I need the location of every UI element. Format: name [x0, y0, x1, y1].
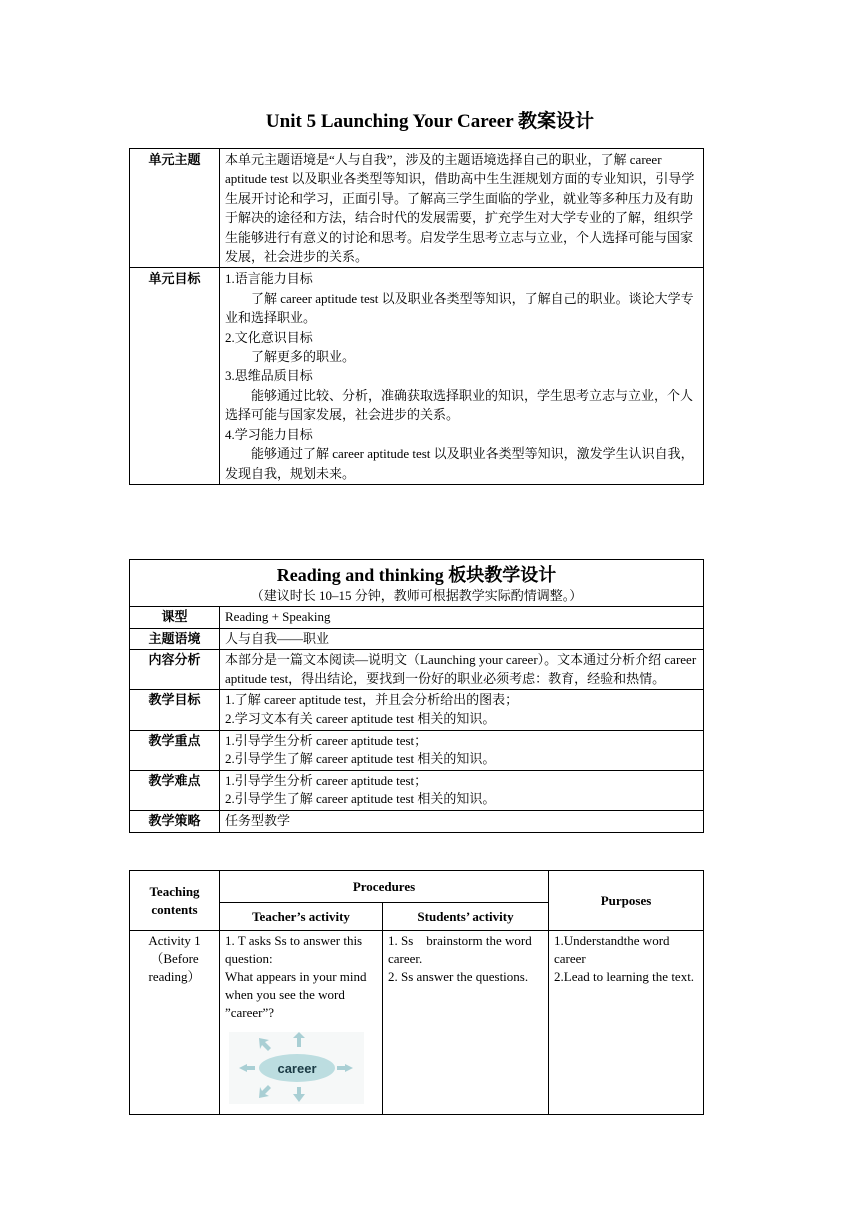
unit-goals-cell	[220, 268, 704, 484]
unit-theme-row	[130, 149, 704, 268]
goal-body: 能够通过比较、分析，准确获取选择职业的知识，学生思考立志与立业，个人选择可能与国家发展，社会进步的关系。	[225, 387, 694, 423]
row-value: Reading + Speaking	[220, 607, 704, 629]
unit-theme-label: 单元主题	[130, 149, 220, 268]
unit-overview-table	[129, 148, 704, 485]
activity-name: Activity 1	[148, 933, 201, 948]
procedures-table	[129, 870, 704, 1115]
header-procedures: Procedures	[220, 871, 549, 903]
reading-table-subtitle: （建议时长 10–15 分钟，教师可根据教学实际酌情调整。）	[250, 588, 583, 603]
row-value: 任务型教学	[220, 810, 704, 832]
goal-heading: 3.思维品质目标	[225, 368, 313, 384]
goal-body: 能够通过了解 career aptitude test 以及职业各类型等知识，激发学生认识自我，发现自我，规划未来。	[225, 446, 694, 481]
table-row	[130, 770, 704, 810]
row-value: 人与自我——职业	[220, 628, 704, 650]
table-row	[130, 628, 704, 650]
header-teacher-activity: Teacher’s activity	[220, 903, 383, 931]
row-value: 本部分是一篇文本阅读—说明文（Launching your career）。文本通过分析介绍 career aptitude test，得出结论，要找到一份好的职业必须考虑：教育，经验和热情。	[220, 650, 704, 690]
table-row	[130, 607, 704, 629]
row-label: 教学难点	[130, 770, 220, 810]
table-row	[130, 730, 704, 770]
unit-theme-text: 本单元主题语境是“人与自我”，涉及的主题语境选择自己的职业，了解 career aptitude test 以及职业各类型等知识，借助高中生生涯规划方面的专业知识，引导学生展开讨论和学习，正面引导。了解高三学生面临的学业，就业等多种压力及有助于解决的途径和方法，结合时代的发展需要，扩充学生对大学专业的了解，组织学生能够进行有意义的讨论和思考。启发学生思考立志与立业，个人选择可能与国家发展，社会进步的关系。	[220, 149, 704, 268]
students-activity-line: 2. Ss answer the questions.	[388, 969, 529, 984]
teacher-activity-line: What appears in your mind when you see the word ”career”?	[225, 969, 367, 1020]
row-line: 2.引导学生了解 career aptitude test 相关的知识。	[225, 751, 496, 767]
table-row	[130, 931, 704, 1115]
row-value	[220, 690, 704, 730]
career-brainstorm-diagram	[229, 1032, 364, 1104]
reading-thinking-table	[129, 559, 704, 833]
teacher-activity-cell	[220, 931, 383, 1115]
table-row	[130, 690, 704, 730]
career-bubble-label: career	[277, 1061, 317, 1076]
goal-heading: 4.学习能力目标	[225, 426, 313, 442]
students-activity-cell	[383, 931, 549, 1115]
unit-goals-row	[130, 268, 704, 484]
table-row	[130, 650, 704, 690]
row-label: 内容分析	[130, 650, 220, 690]
goal-heading: 2.文化意识目标	[225, 329, 313, 345]
row-label: 教学重点	[130, 730, 220, 770]
goal-body: 了解更多的职业。	[251, 349, 356, 365]
header-row	[130, 871, 704, 903]
row-label: 课型	[130, 607, 220, 629]
document-title: Unit 5 Launching Your Career 教案设计	[265, 111, 595, 132]
table-row	[130, 810, 704, 832]
purpose-line: 1.Understandthe word career	[554, 933, 670, 966]
row-label: 教学目标	[130, 690, 220, 730]
row-line: 1.引导学生分析 career aptitude test；	[225, 732, 428, 748]
row-line: 1.了解 career aptitude test，并且会分析给出的图表；	[225, 692, 519, 708]
reading-title-cell	[130, 560, 704, 607]
purposes-cell	[549, 931, 704, 1115]
row-label: 教学策略	[130, 810, 220, 832]
activity-phase: （Before reading）	[148, 951, 201, 984]
reading-title-row	[130, 560, 704, 607]
purpose-line: 2.Lead to learning the text.	[554, 969, 695, 984]
row-line: 2.引导学生了解 career aptitude test 相关的知识。	[225, 791, 496, 807]
header-teaching-contents: Teaching contents	[130, 871, 220, 931]
header-purposes: Purposes	[549, 871, 704, 931]
students-activity-line: 1. Ss brainstorm the word career.	[388, 933, 535, 966]
row-line: 1.引导学生分析 career aptitude test；	[225, 772, 428, 788]
row-value	[220, 770, 704, 810]
row-label: 主题语境	[130, 628, 220, 650]
activity-name-cell	[130, 931, 220, 1115]
goal-heading: 1.语言能力目标	[225, 271, 313, 287]
row-line: 2.学习文本有关 career aptitude test 相关的知识。	[225, 710, 496, 726]
header-students-activity: Students’ activity	[383, 903, 549, 931]
goal-body: 了解 career aptitude test 以及职业各类型等知识，了解自己的职业。谈论大学专业和选择职业。	[225, 290, 694, 326]
teacher-activity-line: 1. T asks Ss to answer this question:	[225, 933, 363, 966]
row-value	[220, 730, 704, 770]
unit-goals-label: 单元目标	[130, 268, 220, 484]
reading-table-title: Reading and thinking 板块教学设计	[276, 565, 557, 585]
